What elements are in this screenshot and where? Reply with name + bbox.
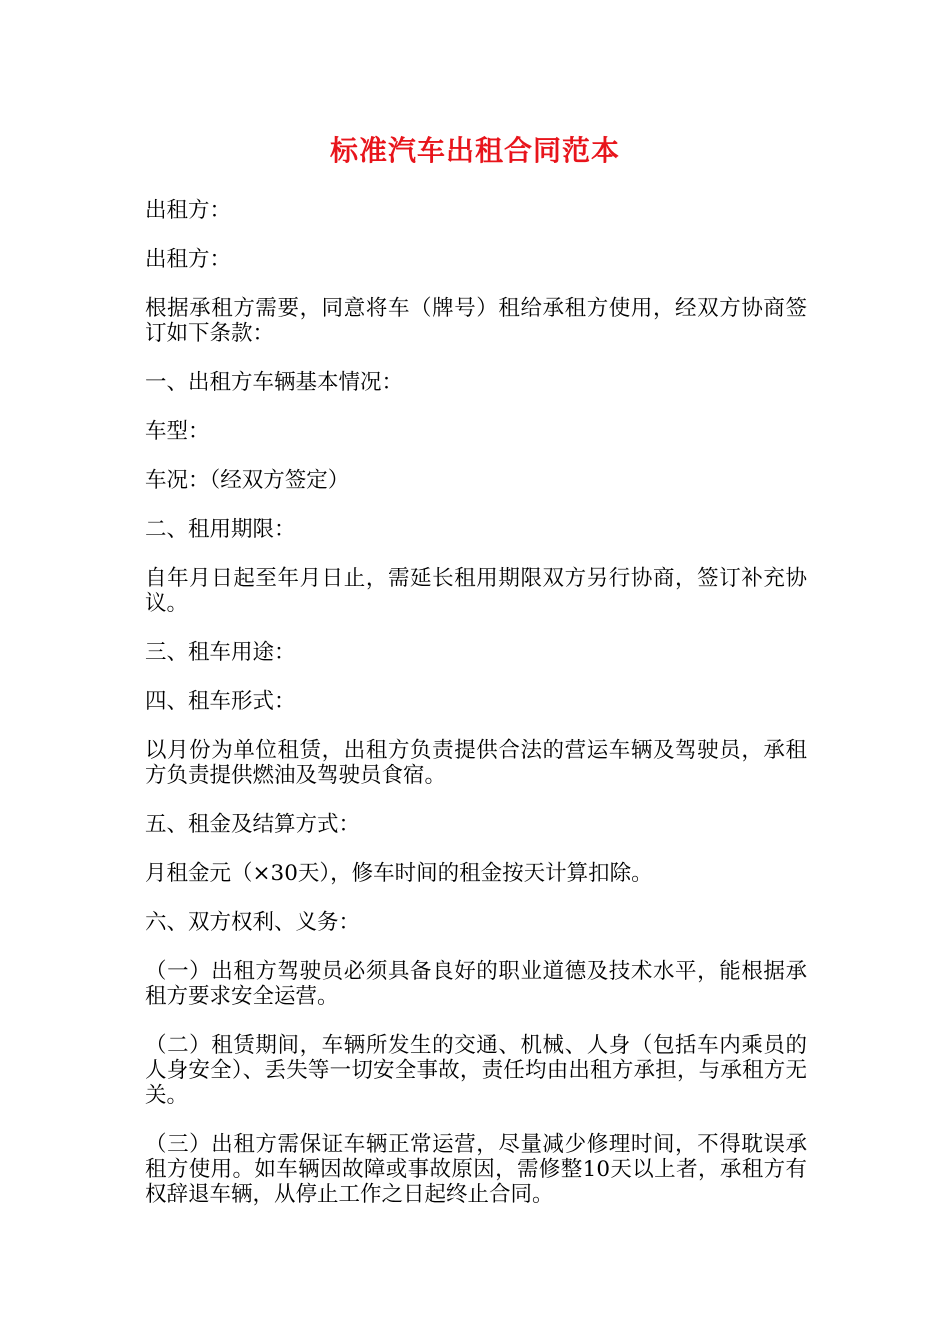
document-body [145,198,807,1231]
paragraph-clause-2: （二）租赁期间，车辆所发生的交通、机械、人身（包括车内乘员的人身安全）、丢失等一切安全事故，责任均由出租方承担，与承租方无关。 [145,1033,807,1108]
section-heading-1: 一、出租方车辆基本情况： [145,370,404,395]
section-heading-4: 四、租车形式： [145,689,296,714]
paragraph-term: 自年月日起至年月日止，需延长租用期限双方另行协商，签订补充协议。 [145,566,807,616]
paragraph-lessor-1: 出租方： [145,198,232,223]
section-heading-5: 五、租金及结算方式： [145,812,361,837]
paragraph-rental-form: 以月份为单位租赁，出租方负责提供合法的营运车辆及驾驶员，承租方负责提供燃油及驾驶员食宿。 [145,738,807,788]
section-heading-2: 二、租用期限： [145,517,296,542]
paragraph-vehicle-condition: 车况：（经双方签定） [145,468,350,493]
paragraph-clause-1: （一）出租方驾驶员必须具备良好的职业道德及技术水平，能根据承租方要求安全运营。 [145,959,807,1009]
section-heading-3: 三、租车用途： [145,640,296,665]
paragraph-clause-3: （三）出租方需保证车辆正常运营，尽量减少修理时间，不得耽误承租方使用。如车辆因故障或事故原因，需修整10天以上者，承租方有权辞退车辆，从停止工作之日起终止合同。 [145,1132,807,1207]
paragraph-vehicle-model: 车型： [145,419,210,444]
paragraph-lessor-2: 出租方： [145,247,232,272]
paragraph-intro: 根据承租方需要，同意将车（牌号）租给承租方使用，经双方协商签订如下条款： [145,296,807,346]
document-title: 标准汽车出租合同范本 [329,134,620,167]
paragraph-rent: 月租金元（×30天），修车时间的租金按天计算扣除。 [145,861,653,886]
section-heading-6: 六、双方权利、义务： [145,910,361,935]
